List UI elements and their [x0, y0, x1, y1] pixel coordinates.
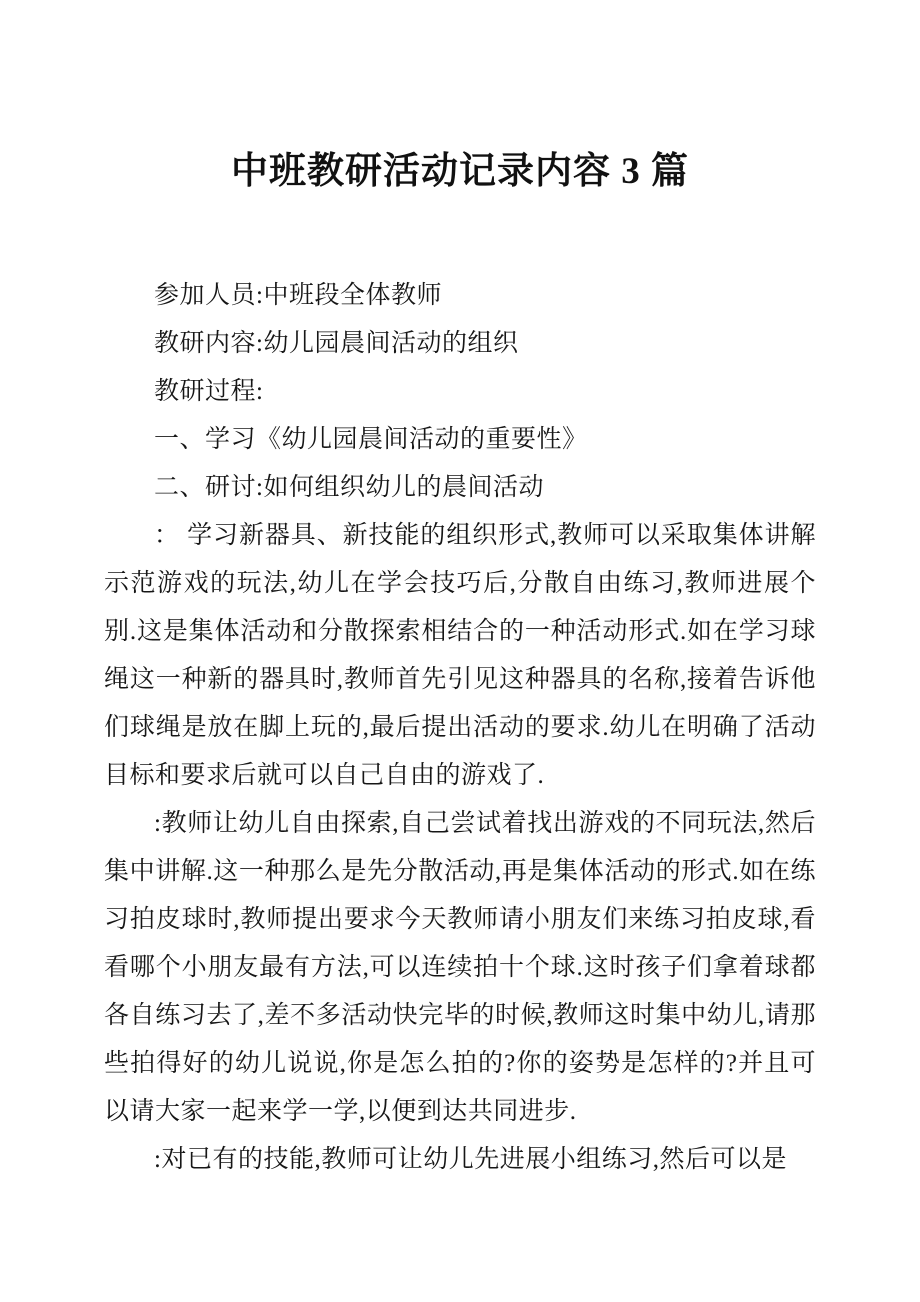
paragraph: 二、研讨:如何组织幼儿的晨间活动 [154, 474, 544, 502]
paragraph: 教研内容:幼儿园晨间活动的组织 [154, 330, 519, 358]
document-title: 中班教研活动记录内容 3 篇 [231, 151, 689, 192]
document-body [104, 272, 816, 1184]
paragraph: 参加人员:中班段全体教师 [154, 282, 442, 310]
paragraph: ： 学习新器具、新技能的组织形式,教师可以采取集体讲解示范游戏的玩法,幼儿在学会技巧后,分散自由练习,教师进展个别.这是集体活动和分散探索相结合的一种活动形式.如在学习球绳这一种新的器具时,教师首先引见这种器具的名称,接着告诉他们球绳是放在脚上玩的,最后提出活动的要求.幼儿在明确了活动目标和要求后就可以自己自由的游戏了. [104, 522, 816, 790]
paragraph: 一、学习《幼儿园晨间活动的重要性》 [154, 426, 588, 454]
paragraph: 教研过程: [154, 378, 264, 406]
paragraph: :对已有的技能,教师可让幼儿先进展小组练习,然后可以是 [154, 1146, 787, 1174]
paragraph: :教师让幼儿自由探索,自己尝试着找出游戏的不同玩法,然后集中讲解.这一种那么是先分散活动,再是集体活动的形式.如在练习拍皮球时,教师提出要求今天教师请小朋友们来练习拍皮球,看看哪个小朋友最有方法,可以连续拍十个球.这时孩子们拿着球都各自练习去了,差不多活动快完毕的时候,教师这时集中幼儿,请那些拍得好的幼儿说说,你是怎么拍的?你的姿势是怎样的?并且可以请大家一起来学一学,以便到达共同进步. [104, 810, 816, 1126]
